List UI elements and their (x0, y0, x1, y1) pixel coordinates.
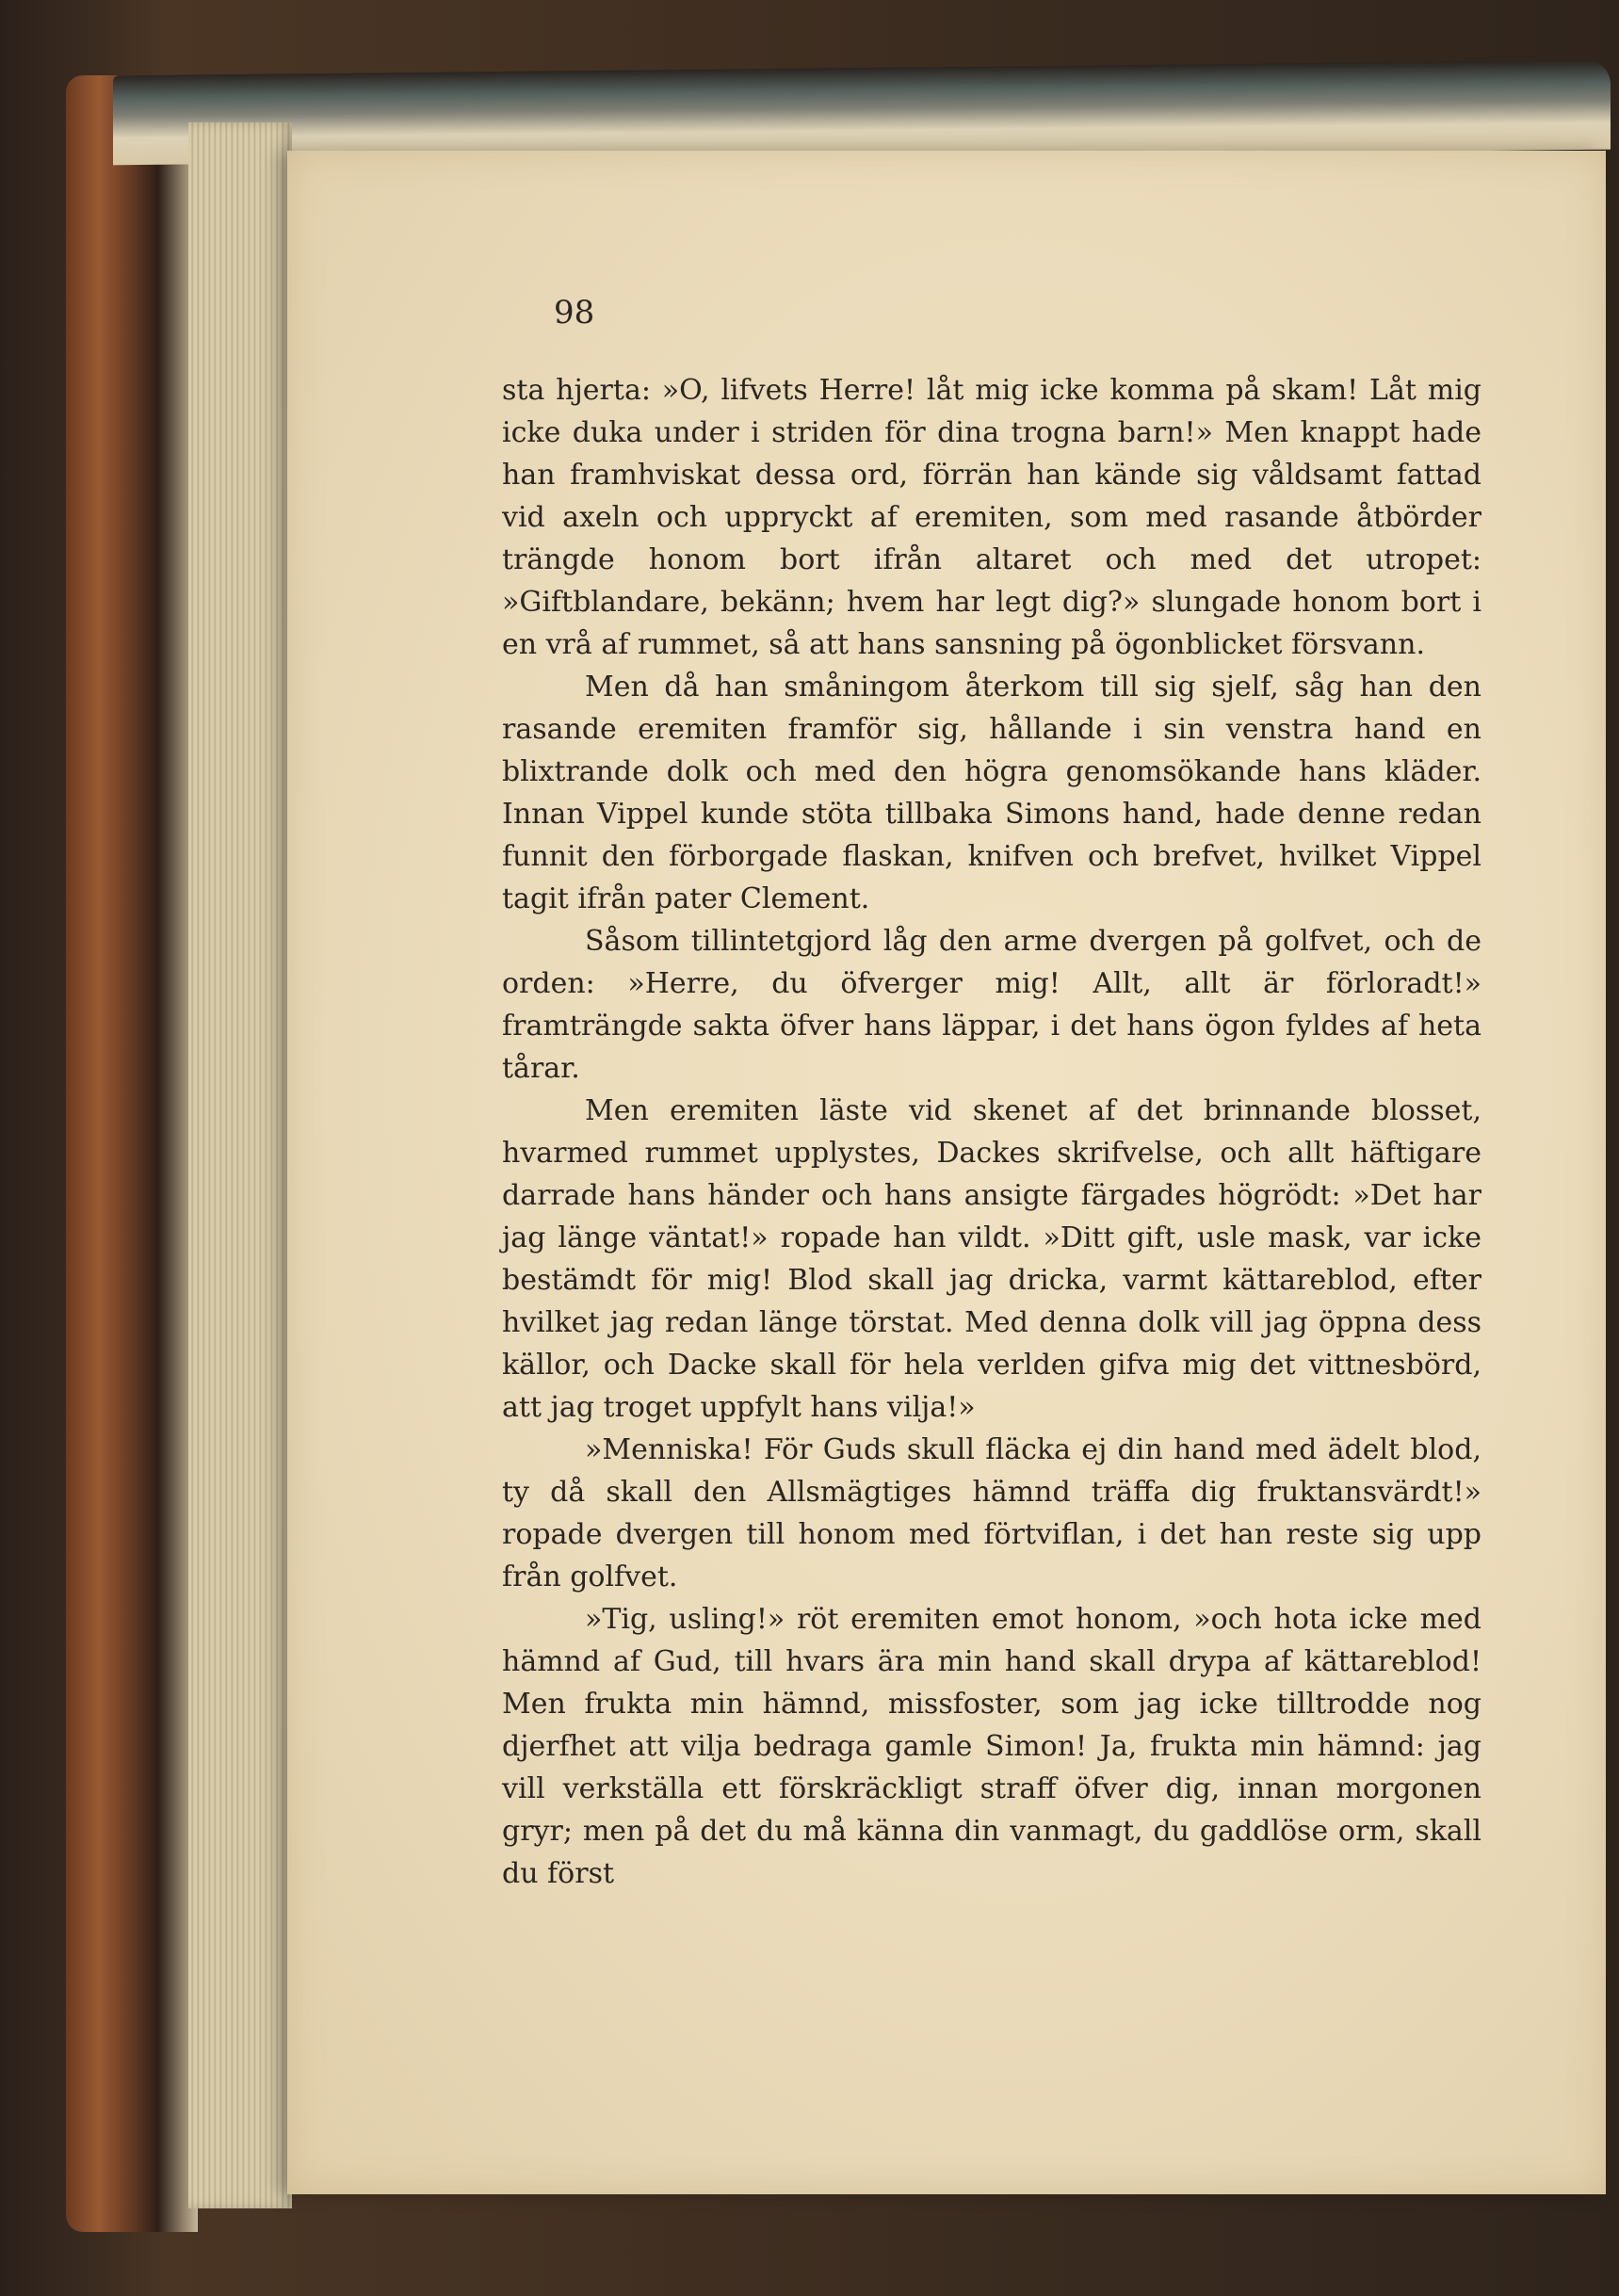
paragraph-2: Men då han småningom återkom till sig sjelf, såg han den rasande eremiten framför sig, hållande i sin venstra hand en blixtrande dolk och med den högra genomsökande hans kläder. Innan Vippel kunde stöta tillbaka Simons hand, hade denne redan funnit den förborgade flaskan, knifven och brefvet, hvilket Vippel tagit ifrån pater Clement. (502, 671, 1481, 915)
paragraph-3: Såsom tillintetgjord låg den arme dvergen på golfvet, och de orden: »Herre, du öfverger mig! Allt, allt är förloradt!» framträngde sakta öfver hans läppar, i det hans ögon fyldes af heta tårar. (502, 925, 1481, 1085)
page-number: 98 (554, 294, 595, 331)
body-text (502, 369, 1481, 1895)
paragraph-5: »Menniska! För Guds skull fläcka ej din hand med ädelt blod, ty då skall den Allsmägtiges hämnd träffa dig fruktansvärdt!» ropade dvergen till honom med förtviflan, i det han reste sig upp från golfvet. (502, 1433, 1481, 1593)
book-cover-top (113, 60, 1611, 166)
paragraph-1: sta hjerta: »O, lifvets Herre! låt mig icke komma på skam! Låt mig icke duka under i striden för dina trogna barn!» Men knappt hade han framhviskat dessa ord, förrän han kände sig våldsamt fattad vid axeln och uppryckt af eremiten, som med rasande åtbörder trängde honom bort ifrån altaret och med det utropet: »Giftblandare, bekänn; hvem har legt dig?» slungade honom bort i en vrå af rummet, så att hans sansning på ögonblicket försvann. (502, 374, 1481, 661)
page-edges (188, 122, 292, 2208)
paragraph-6: »Tig, usling!» röt eremiten emot honom, »och hota icke med hämnd af Gud, till hvars ära min hand skall drypa af kättareblod! Men frukta min hämnd, missfoster, som jag icke tilltrodde nog djerfhet att vilja bedraga gamle Simon! Ja, frukta min hämnd: jag vill verkställa ett förskräckligt straff öfver dig, innan morgonen gryr; men på det du må känna din vanmagt, du gaddlöse orm, skall du först (502, 1603, 1481, 1890)
book-cover-left (66, 75, 198, 2232)
paragraph-4: Men eremiten läste vid skenet af det brinnande blosset, hvarmed rummet upplystes, Dackes skrifvelse, och allt häftigare darrade hans händer och hans ansigte färgades högrödt: »Det har jag länge väntat!» ropade han vildt. »Ditt gift, usle mask, var icke bestämdt för mig! Blod skall jag dricka, varmt kättareblod, efter hvilket jag redan länge törstat. Med denna dolk vill jag öppna dess källor, och Dacke skall för hela verlden gifva mig det vittnesbörd, att jag troget uppfylt hans vilja!» (502, 1094, 1481, 1424)
